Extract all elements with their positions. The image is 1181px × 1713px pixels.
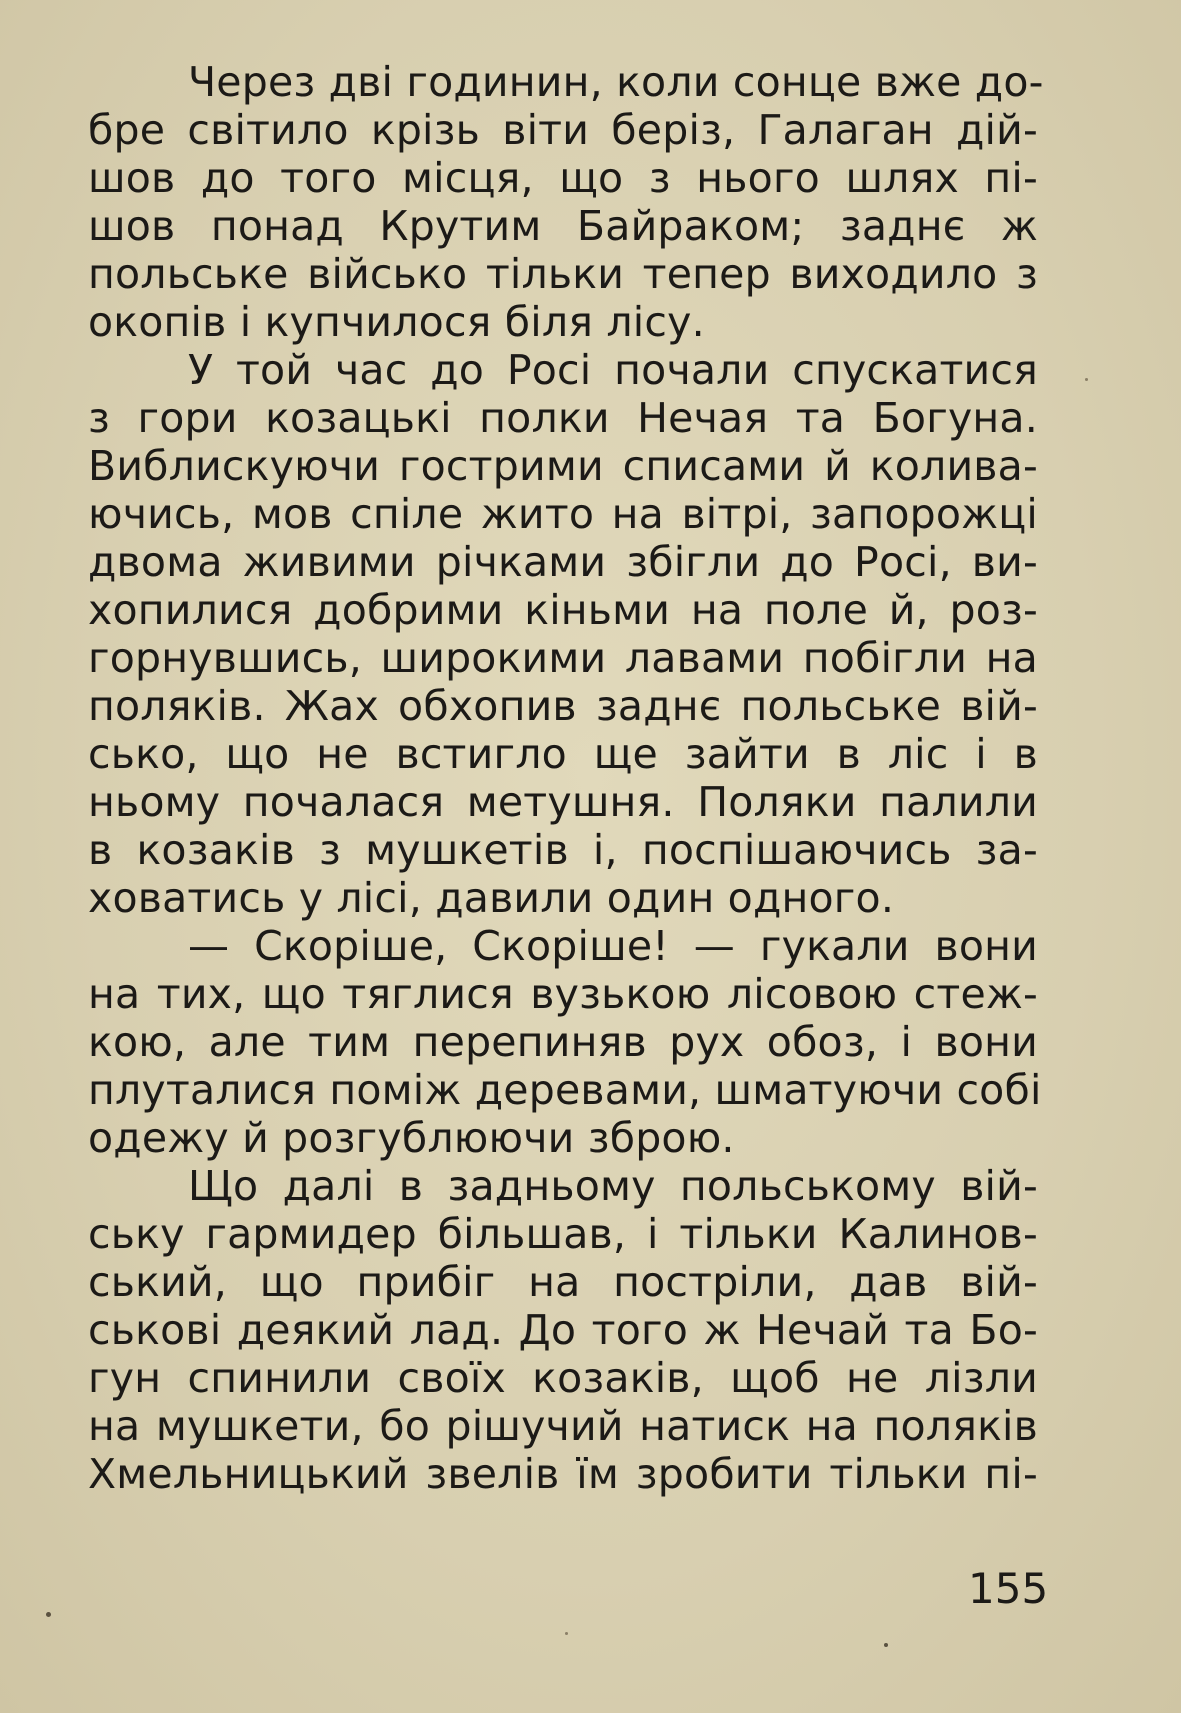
text-line: ховатись у лісі, давили один одного.	[88, 874, 895, 922]
text-line: Що далі в задньому польському вій-	[188, 1162, 1038, 1210]
text-line: ньому почалася метушня. Поляки палили	[88, 778, 1038, 826]
text-line: горнувшись, широкими лавами побігли на	[88, 634, 1038, 682]
text-line: двома живими річками збігли до Росі, ви-	[88, 538, 1038, 586]
text-line: ючись, мов спіле жито на вітрі, запорожці	[88, 490, 1038, 538]
text-line: польське військо тільки тепер виходило з	[88, 250, 1038, 298]
text-line: шов до того місця, що з нього шлях пі-	[88, 154, 1038, 202]
paper-speck	[565, 1632, 568, 1635]
text-line: Хмельницький звелів їм зробити тільки пі-	[88, 1450, 1038, 1498]
text-line: ськові деякий лад. До того ж Нечай та Бо-	[88, 1306, 1038, 1354]
text-line: одежу й розгублюючи зброю.	[88, 1114, 735, 1162]
text-line: ський, що прибіг на постріли, дав вій-	[88, 1258, 1038, 1306]
text-line: окопів і купчилося біля лісу.	[88, 298, 705, 346]
text-line: на тих, що тяглися вузькою лісовою стеж-	[88, 970, 1038, 1018]
text-line: Через дві годинин, коли сонце вже до-	[188, 58, 1044, 106]
paper-speck	[46, 1612, 51, 1617]
text-line: на мушкети, бо рішучий натиск на поляків	[88, 1402, 1038, 1450]
text-line: — Скоріше, Скоріше! — гукали вони	[188, 922, 1038, 970]
text-line: кою, але тим перепиняв рух обоз, і вони	[88, 1018, 1038, 1066]
text-line: плуталися поміж деревами, шматуючи собі	[88, 1066, 1042, 1114]
text-line: хопилися добрими кіньми на поле й, роз-	[88, 586, 1038, 634]
text-line: ську гармидер більшав, і тільки Калинов-	[88, 1210, 1038, 1258]
page-number: 155	[968, 1564, 1049, 1613]
text-line: гун спинили своїх козаків, щоб не лізли	[88, 1354, 1038, 1402]
text-line: бре світило крізь віти беріз, Галаган дій-	[88, 106, 1038, 154]
text-line: Виблискуючи гострими списами й колива-	[88, 442, 1038, 490]
paper-speck	[1085, 378, 1088, 381]
body-text	[88, 58, 1044, 1498]
text-line: з гори козацькі полки Нечая та Богуна.	[88, 394, 1038, 442]
text-line: сько, що не встигло ще зайти в ліс і в	[88, 730, 1038, 778]
text-line: в козаків з мушкетів і, поспішаючись за-	[88, 826, 1038, 874]
paper-speck	[884, 1643, 888, 1647]
text-line: шов понад Крутим Байраком; заднє ж	[88, 202, 1038, 250]
text-line: У той час до Росі почали спускатися	[188, 346, 1038, 394]
text-line: поляків. Жах обхопив заднє польське вій-	[88, 682, 1038, 730]
